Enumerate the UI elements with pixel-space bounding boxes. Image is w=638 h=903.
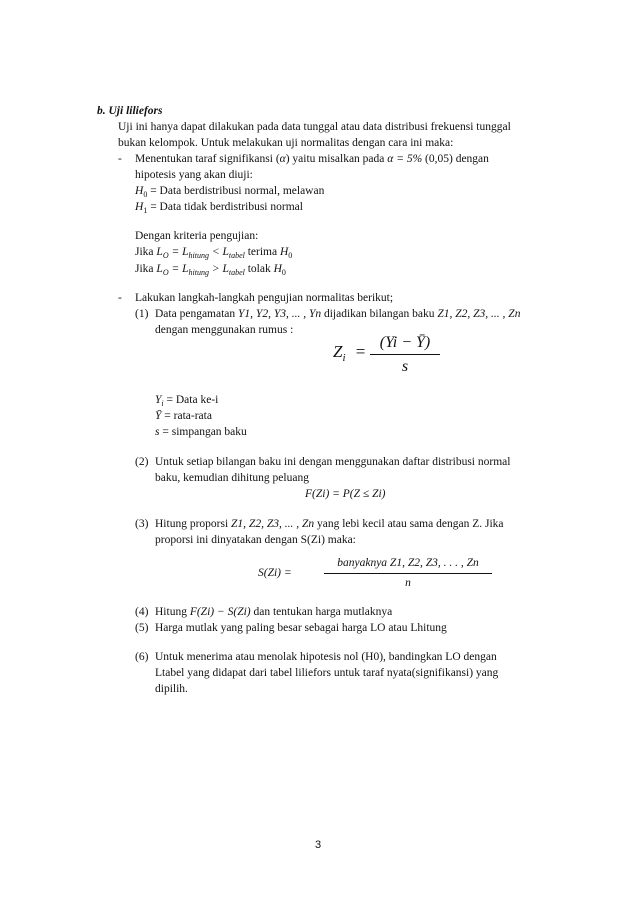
intro-line-1: Uji ini hanya dapat dilakukan pada data tunggal atau data distribusi frekuensi tunggal [118, 121, 511, 133]
hypothesis-h0 [135, 184, 324, 200]
rule2-tolak: tolak [244, 263, 274, 275]
definition-yi [155, 393, 218, 409]
rule1-if: Jika [135, 246, 157, 258]
h0-symbol: H [135, 185, 144, 197]
step-6-line-3: dipilih. [155, 683, 188, 695]
step-2-formula: F(Zi) = P(Z ≤ Zi) [305, 488, 386, 500]
bullet-marker-1: - [118, 153, 122, 165]
bullet2-line-1: Lakukan langkah-langkah pengujian normalitas berikut; [135, 292, 394, 304]
step-1-line-2: dengan menggunakan rumus : [155, 324, 294, 336]
def-yi-text: = Data ke-i [163, 394, 219, 406]
h1-text: = Data tidak berdistribusi normal [147, 201, 303, 213]
step1-text-b: dijadikan bilangan baku [321, 308, 438, 320]
rule1-lt: < L [208, 246, 229, 258]
step1-y-list: Y [238, 308, 245, 320]
rule2-if: Jika [135, 263, 157, 275]
rule1-hitung: hitung [188, 251, 209, 260]
z-fraction [370, 333, 440, 376]
h0-text: = Data berdistribusi normal, melawan [147, 185, 325, 197]
alpha-symbol: α [279, 153, 286, 165]
z-subscript: i [342, 352, 346, 364]
criteria-title: Dengan kriteria pengujian: [135, 230, 259, 242]
rule2-tabel: tabel [228, 268, 245, 277]
section-heading: b. Uji liliefors [97, 105, 163, 117]
def-yi-symbol: Y [155, 394, 162, 406]
rule1-h-sub: 0 [288, 251, 293, 260]
definition-ybar [155, 409, 212, 425]
step3-text-b: yang lebi kecil atau sama dengan Z. Jika [314, 518, 504, 530]
step-6-number: (6) [135, 651, 149, 663]
step4-text-a: Hitung [155, 606, 190, 618]
step4-text-b: dan tentukan harga mutlaknya [250, 606, 393, 618]
rule1-lo-sub: O [162, 251, 169, 260]
s-formula-lhs: S(Zi) = [258, 567, 292, 579]
def-s-symbol: s [155, 426, 160, 438]
alpha-equation: α = 5% [387, 153, 423, 165]
rule1-eq: = L [168, 246, 189, 258]
step4-expr: F(Zi) − S(Zi) [189, 606, 251, 618]
z-denominator: s [401, 358, 409, 375]
step1-y-list-rest: 1, Y2, Y3, ... , Yn [244, 308, 322, 320]
definition-s [155, 425, 247, 441]
rule1-terima: terima [244, 246, 280, 258]
bullet1-line-1 [135, 152, 489, 168]
step3-z-list: Z1, Z2, Z3, ... , Zn [231, 518, 315, 530]
rule1-h: H [279, 246, 289, 258]
h1-subscript: 1 [143, 206, 148, 215]
step-2-number: (2) [135, 456, 149, 468]
s-fraction [324, 556, 492, 591]
h0-subscript: 0 [143, 190, 148, 199]
rule2-h: H [273, 263, 282, 275]
step-5-line: Harga mutlak yang paling besar sebagai harga LO atau Lhitung [155, 622, 447, 634]
def-ybar-text: = rata-rata [161, 410, 212, 422]
step-3-number: (3) [135, 518, 149, 530]
def-yi-sub: i [161, 399, 164, 408]
page-number: 3 [315, 839, 322, 851]
step1-z-list: Z1, Z2, Z3, ... , Zn [437, 308, 521, 320]
z-numerator: (Yi − Ȳ) [370, 333, 440, 355]
criteria-rule-2 [135, 262, 286, 278]
step-1-number: (1) [135, 308, 149, 320]
rule1-tabel: tabel [228, 251, 245, 260]
rule1-lo: L [156, 246, 163, 258]
bullet1-text-c: (0,05) dengan [422, 153, 489, 165]
step-6-line-1: Untuk menerima atau menolak hipotesis nol (H0), bandingkan LO dengan [155, 651, 497, 663]
step-4-line [155, 605, 392, 621]
s-numerator: banyaknya Z1, Z2, Z3, . . . , Zn [324, 556, 492, 574]
z-symbol: Z [333, 342, 343, 361]
bullet1-text-a: Menentukan taraf signifikansi ( [135, 153, 280, 165]
z-formula-lhs [333, 342, 365, 362]
def-ybar-symbol: Ȳ [155, 410, 162, 422]
s-denominator: n [405, 577, 411, 589]
step-4-number: (4) [135, 606, 149, 618]
rule2-hitung: hitung [188, 268, 209, 277]
step-3-line-1 [155, 517, 504, 533]
criteria-rule-1 [135, 245, 292, 261]
hypothesis-h1 [135, 200, 303, 216]
step-2-line-2: baku, kemudian dihitung peluang [155, 472, 309, 484]
step-5-number: (5) [135, 622, 149, 634]
rule2-lo-sub: O [162, 268, 169, 277]
step3-text-a: Hitung proporsi [155, 518, 232, 530]
z-equals: = [355, 342, 366, 361]
step-3-line-2: proporsi ini dinyatakan dengan S(Zi) maka: [155, 534, 356, 546]
intro-line-2: bukan kelompok. Untuk melakukan uji normalitas dengan cara ini maka: [118, 137, 454, 149]
step-2-line-1: Untuk setiap bilangan baku ini dengan menggunakan daftar distribusi normal [155, 456, 511, 468]
rule2-h-sub: 0 [281, 268, 286, 277]
step1-text-a: Data pengamatan [155, 308, 239, 320]
def-s-text: = simpangan baku [159, 426, 247, 438]
rule2-gt: > L [208, 263, 229, 275]
bullet1-line-2: hipotesis yang akan diuji: [135, 169, 253, 181]
step-6-line-2: Ltabel yang didapat dari tabel liliefors untuk taraf nyata(signifikansi) yang [155, 667, 499, 679]
bullet-marker-2: - [118, 292, 122, 304]
rule2-eq: = L [168, 263, 189, 275]
rule2-lo: L [156, 263, 163, 275]
step-1-line-1 [155, 307, 520, 323]
bullet1-text-b: ) yaitu misalkan pada [285, 153, 388, 165]
h1-symbol: H [135, 201, 144, 213]
